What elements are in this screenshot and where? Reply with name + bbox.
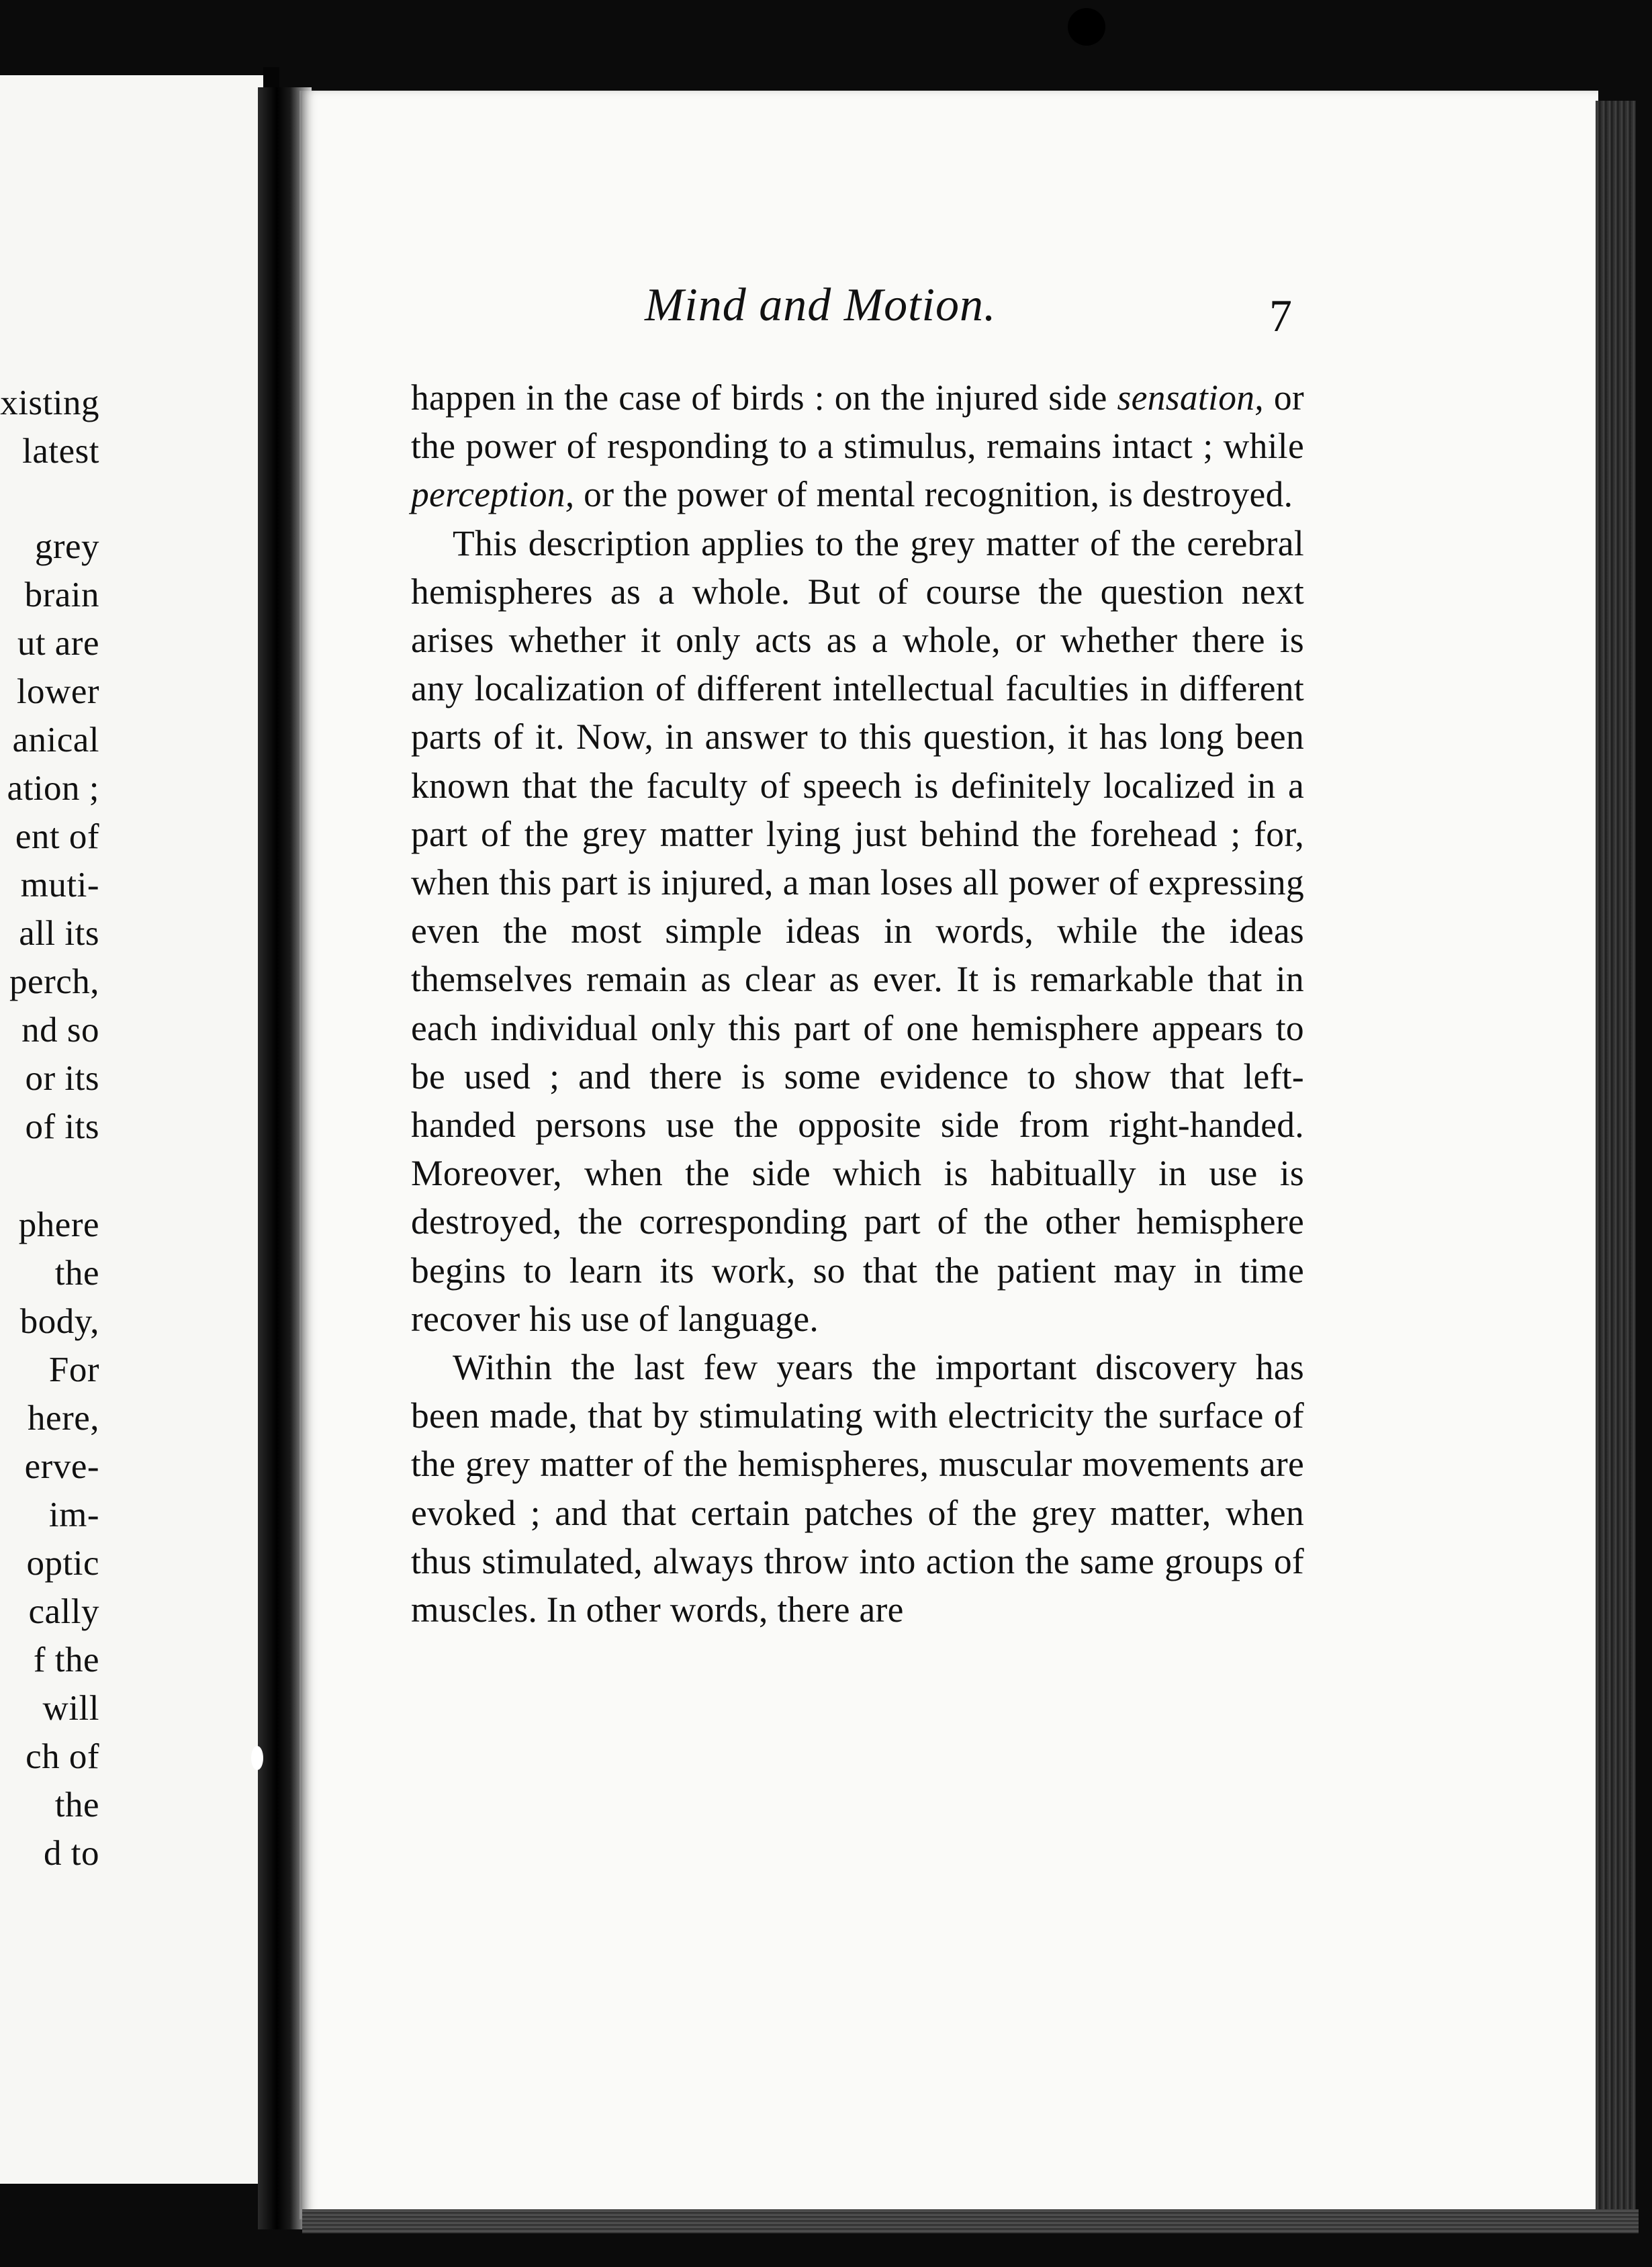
- left-line: all its: [19, 914, 99, 953]
- left-line: will: [42, 1689, 99, 1728]
- left-line: optic: [26, 1544, 99, 1583]
- left-page: [0, 75, 269, 2184]
- left-line: nd so: [21, 1011, 99, 1050]
- text-run: or the power of mental recognition, is destroyed.: [574, 474, 1293, 515]
- scan-speck: [1068, 8, 1105, 46]
- scan-speck: [251, 1746, 263, 1770]
- text-run: or the power of responding to a stimulus, remains intact ; while: [411, 377, 1304, 467]
- left-line: or its: [25, 1059, 99, 1098]
- left-line: body,: [19, 1302, 99, 1341]
- left-line: anical: [12, 721, 99, 759]
- left-line: f the: [33, 1640, 99, 1679]
- body-text: [411, 373, 1304, 1634]
- left-line: of its: [25, 1107, 99, 1146]
- page-edges-bottom: [302, 2209, 1639, 2233]
- italic-term: sensation,: [1117, 377, 1264, 418]
- left-line: For: [48, 1350, 99, 1389]
- left-line: ch of: [26, 1737, 99, 1776]
- running-head: Mind and Motion.: [645, 279, 997, 331]
- left-line: ut are: [17, 624, 99, 663]
- paragraph: This description applies to the grey matter of the cerebral hemispheres as a whole. But of course the question next arises whether it only acts as a whole, or whether there is any localization of different intellectual faculties in different parts of it. Now, in answer to this question, it has long been known that the faculty of speech is definitely localized in a part of the grey matter lying just behind the forehead ; for, when this part is injured, a man loses all power of expressing even the most simple ideas in words, while the ideas themselves remain as clear as ever. It is remarkable that in each individual only this part of one hemisphere appears to be used ; and there is some evidence to show that left-handed persons use the opposite side from right-handed. Moreover, when the side which is habitually in use is destroyed, the corresponding part of the other hemisphere begins to learn its work, so that the patient may in time recover his use of language.: [411, 522, 1304, 1339]
- left-line: xisting: [0, 383, 99, 422]
- left-line: ation ;: [7, 769, 99, 808]
- left-line: grey: [34, 527, 99, 566]
- left-line: lower: [16, 672, 99, 711]
- left-line: here,: [28, 1399, 99, 1438]
- left-line: ent of: [15, 817, 99, 856]
- left-line: brain: [24, 575, 99, 614]
- paragraph: [411, 373, 1304, 519]
- left-line: cally: [28, 1592, 99, 1631]
- left-line: the: [54, 1786, 99, 1824]
- left-line: latest: [22, 432, 99, 471]
- left-line: d to: [44, 1834, 99, 1873]
- left-line: phere: [18, 1205, 99, 1244]
- left-line: the: [54, 1254, 99, 1293]
- left-line: erve-: [24, 1447, 99, 1486]
- left-line: im-: [48, 1495, 99, 1534]
- italic-term: perception,: [411, 474, 575, 515]
- text-run: happen in the case of birds : on the injured side: [411, 377, 1117, 418]
- left-line: perch,: [9, 962, 99, 1001]
- paragraph: Within the last few years the important discovery has been made, that by stimulating with electricity the surface of the grey matter of the hemispheres, muscular movements are evoked ; and that certain patches of the grey matter, when thus stimulated, always throw into action the same groups of muscles. In other words, there are: [411, 1347, 1304, 1630]
- left-line: muti-: [20, 866, 99, 905]
- page-edges-right: [1596, 101, 1636, 2223]
- page-number: 7: [1269, 290, 1292, 341]
